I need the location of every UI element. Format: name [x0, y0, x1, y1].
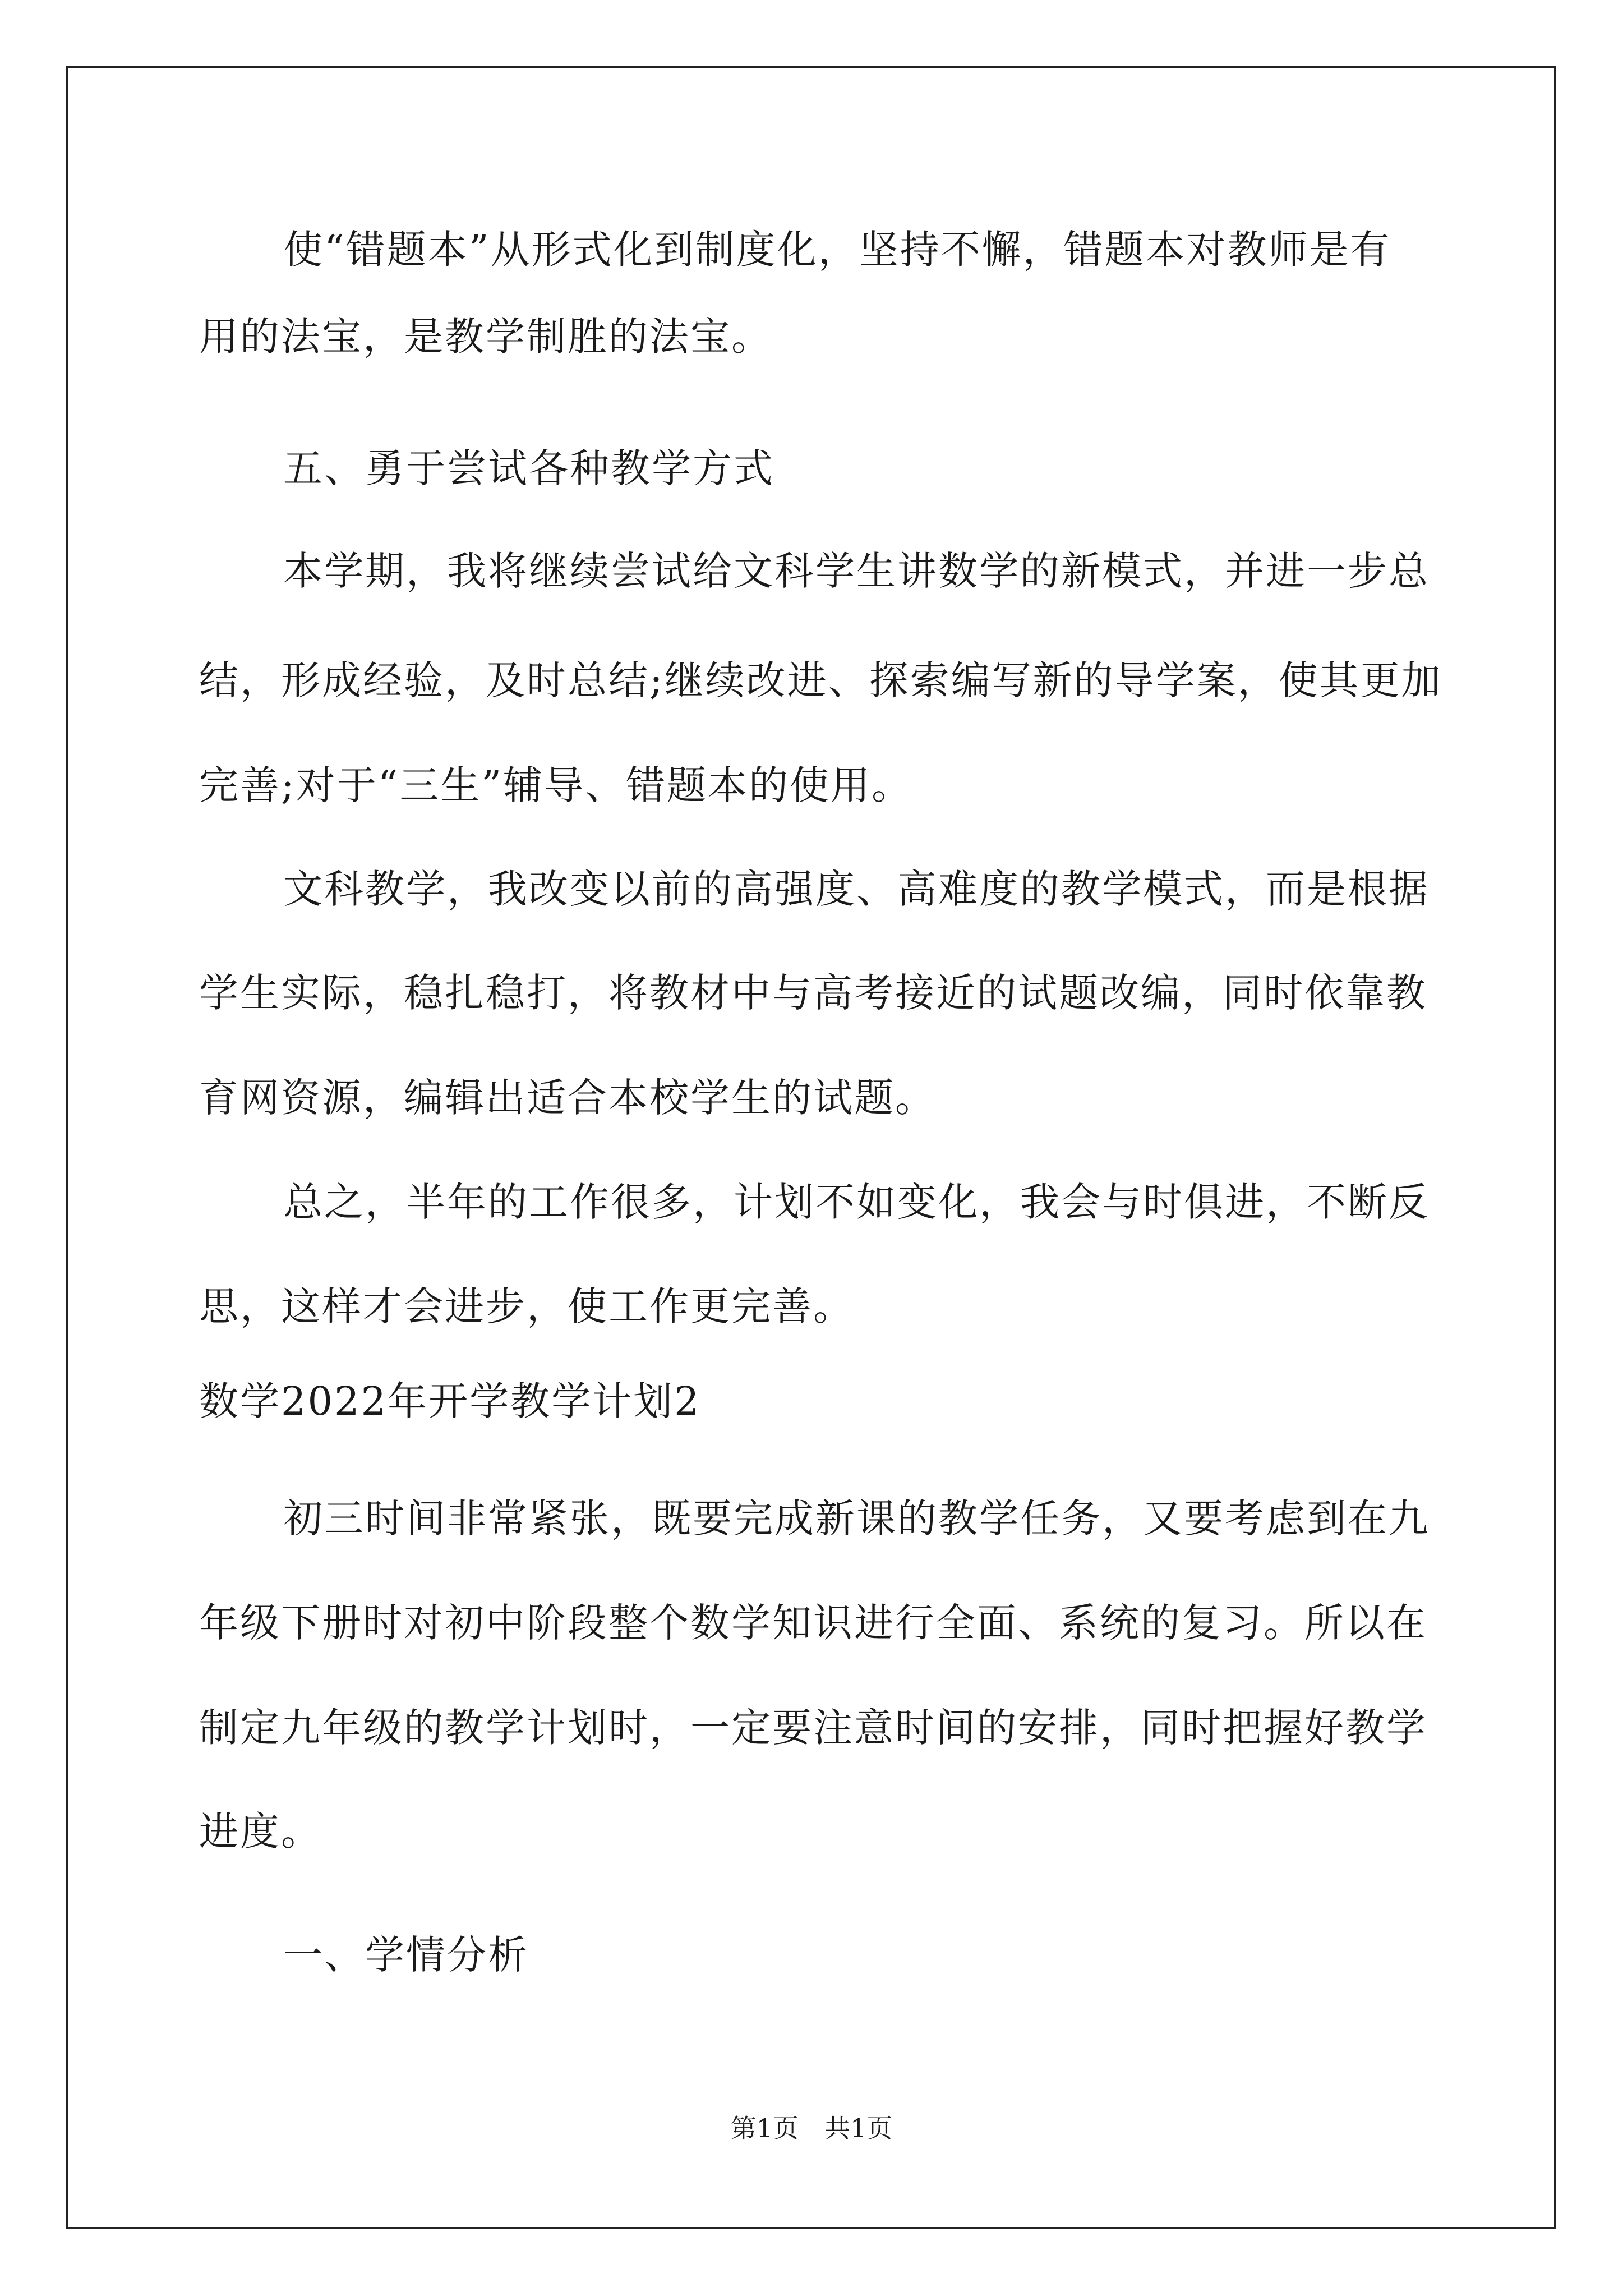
paragraph-line: 本学期，我将继续尝试给文科学生讲数学的新模式，并进一步总 — [283, 548, 1430, 594]
paragraph-line: 使“错题本”从形式化到制度化，坚持不懈，错题本对教师是有 — [283, 227, 1391, 273]
paragraph-line: 学生实际，稳扎稳打，将教材中与高考接近的试题改编，同时依靠教 — [199, 970, 1427, 1016]
paragraph-line: 用的法宝，是教学制胜的法宝。 — [199, 314, 772, 360]
paragraph-line: 初三时间非常紧张，既要完成新课的教学任务，又要考虑到在九 — [283, 1496, 1430, 1542]
page-border — [66, 66, 1556, 2229]
paragraph-line: 制定九年级的教学计划时，一定要注意时间的安排，同时把握好教学 — [199, 1705, 1427, 1751]
section-heading: 五、勇于尝试各种教学方式 — [283, 445, 774, 491]
paragraph-line: 年级下册时对初中阶段整个数学知识进行全面、系统的复习。所以在 — [199, 1600, 1427, 1646]
paragraph-line: 进度。 — [199, 1809, 322, 1855]
paragraph-line: 总之，半年的工作很多，计划不如变化，我会与时俱进，不断反 — [283, 1179, 1430, 1225]
paragraph-line: 结，形成经验，及时总结;继续改进、探索编写新的导学案，使其更加 — [199, 657, 1442, 703]
paragraph-line: 育网资源，编辑出适合本校学生的试题。 — [199, 1075, 936, 1121]
paragraph-line: 文科教学，我改变以前的高强度、高难度的教学模式，而是根据 — [283, 866, 1430, 912]
section-heading: 一、学情分析 — [283, 1932, 529, 1978]
page-footer — [0, 2111, 1623, 2145]
page-number: 第1页 — [730, 2113, 799, 2143]
paragraph-line: 完善;对于“三生”辅导、错题本的使用。 — [199, 762, 913, 808]
paragraph-line: 思，这样才会进步，使工作更完善。 — [199, 1283, 854, 1329]
document-title: 数学2022年开学教学计划2 — [199, 1378, 701, 1424]
page-total: 共1页 — [824, 2113, 893, 2143]
